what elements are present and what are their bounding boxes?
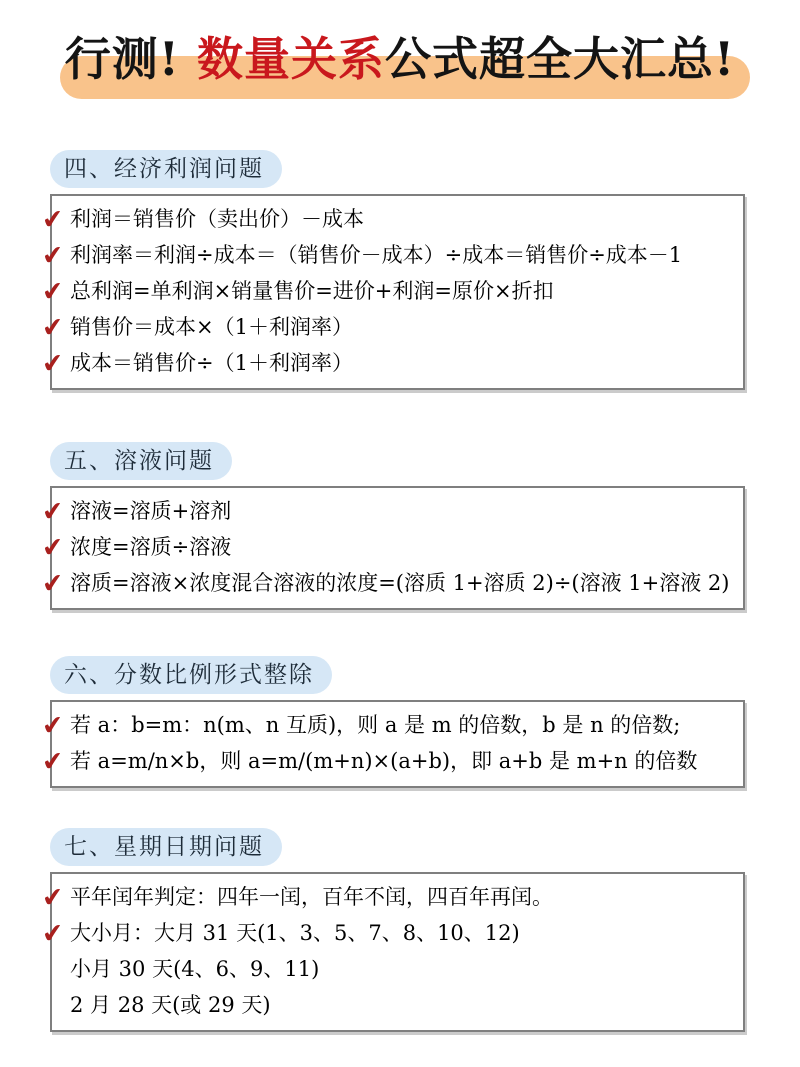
formula-line [40, 529, 731, 565]
formula-text: 浓度=溶质÷溶液 [70, 535, 232, 559]
formula-text: 若 a：b=m：n(m、n 互质)，则 a 是 m 的倍数，b 是 n 的倍数; [70, 713, 681, 737]
formula-box [40, 194, 745, 390]
page-title [40, 18, 760, 106]
check-icon: ✔ [40, 567, 66, 601]
formula-text: 大小月：大月 31 天(1、3、5、7、8、10、12) [70, 921, 520, 945]
formula-box [40, 872, 745, 1032]
formula-text: 总利润=单利润×销量售价=进价+利润=原价×折扣 [70, 279, 554, 303]
check-icon: ✔ [40, 275, 66, 309]
formula-text: 溶液=溶质+溶剂 [70, 499, 232, 523]
section-heading: 六、分数比例形式整除 [50, 656, 332, 694]
section-fraction-ratio [40, 656, 745, 788]
formula-line [40, 201, 731, 237]
title-prefix: 行测! [64, 32, 197, 86]
section-week-date [40, 828, 745, 1032]
formula-line [40, 309, 731, 345]
formula-line [40, 237, 731, 273]
formula-box [40, 700, 745, 788]
check-icon: ✔ [40, 495, 66, 529]
formula-line [70, 987, 731, 1023]
section-economic-profit [40, 150, 745, 390]
formula-text: 成本＝销售价÷（1＋利润率） [70, 351, 353, 375]
formula-line [40, 345, 731, 381]
check-icon: ✔ [40, 347, 66, 381]
formula-text: 平年闰年判定：四年一闰，百年不闰，四百年再闰。 [70, 885, 553, 909]
formula-line [40, 743, 731, 779]
section-heading: 四、经济利润问题 [50, 150, 282, 188]
formula-line [40, 493, 731, 529]
check-icon: ✔ [40, 745, 66, 779]
formula-text: 若 a=m/n×b，则 a=m/(m+n)×(a+b)，即 a+b 是 m+n 的倍数 [70, 749, 698, 773]
formula-line [40, 915, 731, 951]
check-icon: ✔ [40, 311, 66, 345]
formula-text: 2 月 28 天(或 29 天) [70, 993, 271, 1017]
formula-line [40, 879, 731, 915]
check-icon: ✔ [40, 239, 66, 273]
title-suffix: 公式超全大汇总! [385, 32, 736, 86]
section-heading: 五、溶液问题 [50, 442, 232, 480]
formula-line [40, 707, 731, 743]
check-icon: ✔ [40, 881, 66, 915]
formula-text: 利润＝销售价（卖出价）－成本 [70, 207, 364, 231]
check-icon: ✔ [40, 531, 66, 565]
title-highlight-text: 数量关系 [197, 32, 385, 86]
formula-text: 销售价＝成本×（1＋利润率） [70, 315, 353, 339]
page-title-text [40, 18, 760, 100]
formula-box [40, 486, 745, 610]
formula-text: 溶质=溶液×浓度混合溶液的浓度=(溶质 1+溶质 2)÷(溶液 1+溶液 2) [70, 571, 730, 595]
formula-text: 利润率＝利润÷成本＝（销售价－成本）÷成本＝销售价÷成本－1 [70, 243, 683, 267]
formula-text: 小月 30 天(4、6、9、11) [70, 957, 320, 981]
formula-line [40, 565, 731, 601]
formula-line [40, 273, 731, 309]
section-solution [40, 442, 745, 610]
check-icon: ✔ [40, 709, 66, 743]
check-icon: ✔ [40, 203, 66, 237]
section-heading: 七、星期日期问题 [50, 828, 282, 866]
check-icon: ✔ [40, 917, 66, 951]
formula-line [70, 951, 731, 987]
